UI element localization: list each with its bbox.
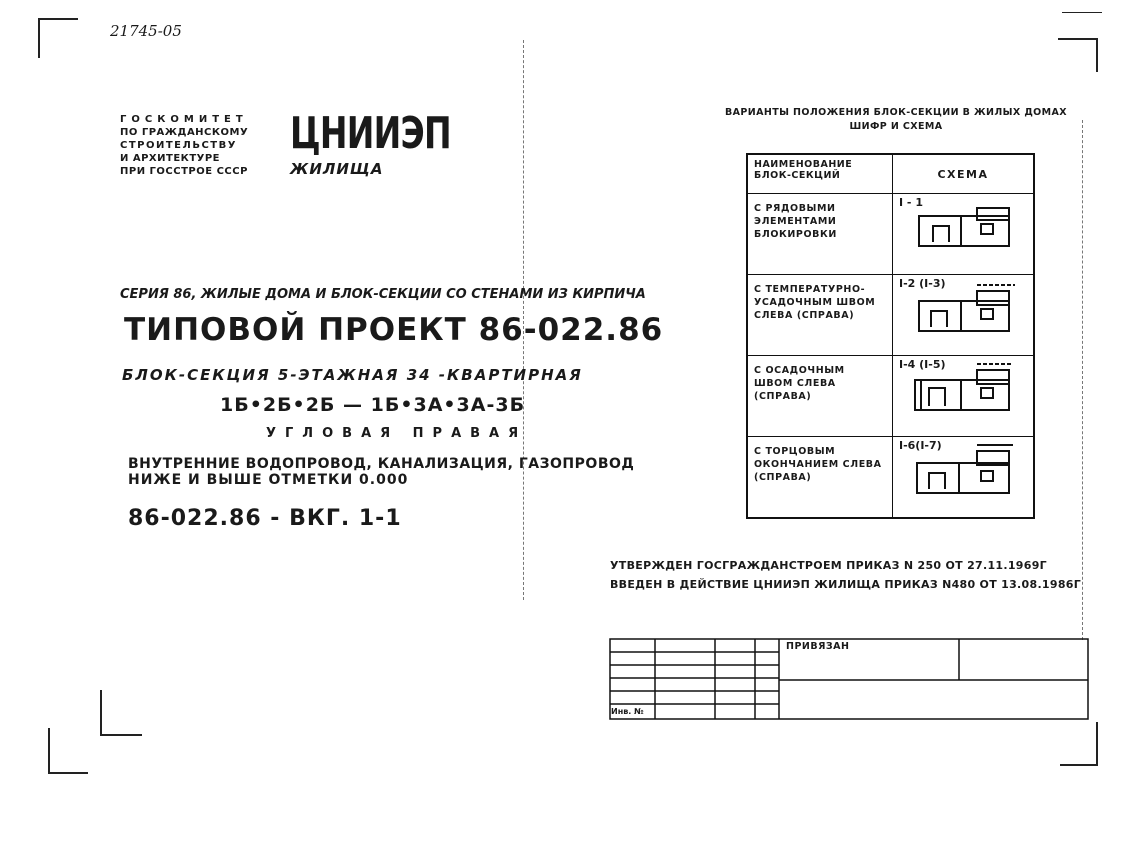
- series-line: СЕРИЯ 86, ЖИЛЫЕ ДОМА И БЛОК-СЕКЦИИ СО СТЕНАМИ ИЗ КИРПИЧА: [120, 287, 646, 302]
- org-line: СТРОИТЕЛЬСТВУ: [120, 140, 237, 151]
- scheme-diagram: [893, 356, 1033, 422]
- header-schema: СХЕМА: [893, 154, 1035, 194]
- table-row: [747, 275, 1034, 356]
- table-row: [747, 437, 1034, 519]
- section-codes: 1Б•2Б•2Б — 1Б•3А•3А-3Б: [220, 394, 526, 416]
- systems-line-2: НИЖЕ И ВЫШЕ ОТМЕТКИ 0.000: [128, 472, 409, 488]
- row-scheme: [893, 356, 1035, 437]
- scheme-code: I - 1: [899, 196, 923, 209]
- logo-main: ЦНИИЭП: [290, 108, 451, 159]
- stamp-tied-label: ПРИВЯЗАН: [786, 641, 850, 652]
- row-name: С ОСАДОЧНЫМ ШВОМ СЛЕВА (СПРАВА): [747, 356, 893, 437]
- corner-type: УГЛОВАЯ ПРАВАЯ: [266, 426, 528, 441]
- project-title: ТИПОВОЙ ПРОЕКТ 86-022.86: [124, 312, 664, 348]
- handwritten-number: 21745-05: [110, 22, 182, 40]
- row-name: С ТОРЦОВЫМ ОКОНЧАНИЕМ СЛЕВА (СПРАВА): [747, 437, 893, 519]
- scheme-code: I-6(I-7): [899, 439, 942, 452]
- scheme-diagram: [893, 275, 1033, 345]
- document-code: 86-022.86 - ВКГ. 1-1: [128, 506, 402, 531]
- scheme-code: I-4 (I-5): [899, 358, 946, 371]
- institute-logo: [290, 108, 504, 178]
- org-line: ГОСКОМИТЕТ: [120, 114, 248, 125]
- crop-mark-bottom-left: [48, 728, 88, 774]
- approval-line-2: ВВЕДЕН В ДЕЙСТВИЕ ЦНИИЭП ЖИЛИЩА ПРИКАЗ N480 ОТ 13.08.1986Г: [610, 578, 1082, 591]
- scheme-code: I-2 (I-3): [899, 277, 946, 290]
- block-section-line: БЛОК-СЕКЦИЯ 5-ЭТАЖНАЯ 34 -КВАРТИРНАЯ: [122, 366, 583, 384]
- table-header-row: [747, 154, 1034, 194]
- org-line: ПО ГРАЖДАНСКОМУ: [120, 127, 249, 138]
- row-scheme: [893, 275, 1035, 356]
- fold-line-right: [1082, 120, 1083, 640]
- row-name: С РЯДОВЫМИ ЭЛЕМЕНТАМИ БЛОКИРОВКИ: [747, 194, 893, 275]
- logo-sub: ЖИЛИЩА: [290, 160, 384, 178]
- organization-block: [120, 113, 248, 178]
- table-row: [747, 194, 1034, 275]
- header-name: НАИМЕНОВАНИЕ БЛОК-СЕКЦИЙ: [747, 154, 893, 194]
- variants-table: [746, 153, 1035, 519]
- scheme-diagram: [893, 194, 1033, 260]
- variants-title-line-2: ШИФР И СХЕМА: [849, 121, 943, 132]
- approval-line-1: УТВЕРЖДЕН ГОСГРАЖДАНСТРОЕМ ПРИКАЗ N 250 ОТ 27.11.1969Г: [610, 559, 1047, 572]
- crop-mark-bottom-right: [1060, 722, 1098, 766]
- crop-mark-inner-left: [100, 690, 142, 736]
- org-line: И АРХИТЕКТУРЕ: [120, 153, 221, 164]
- scheme-diagram: [893, 437, 1033, 507]
- org-line: ПРИ ГОССТРОЕ СССР: [120, 166, 248, 177]
- row-scheme: [893, 437, 1035, 519]
- stamp-inventory-label: Инв. №: [611, 707, 644, 716]
- table-row: [747, 356, 1034, 437]
- variants-title-line-1: ВАРИАНТЫ ПОЛОЖЕНИЯ БЛОК-СЕКЦИИ В ЖИЛЫХ ДОМАХ: [724, 107, 1067, 118]
- row-scheme: [893, 194, 1035, 275]
- systems-line-1: ВНУТРЕННИЕ ВОДОПРОВОД, КАНАЛИЗАЦИЯ, ГАЗОПРОВОД: [128, 456, 635, 472]
- crop-mark-top-right: [1058, 38, 1098, 72]
- top-right-rule: [1062, 12, 1102, 13]
- row-name: С ТЕМПЕРАТУРНО-УСАДОЧНЫМ ШВОМ СЛЕВА (СПРАВА): [747, 275, 893, 356]
- crop-mark-top-left: [38, 18, 78, 58]
- variants-title: [718, 106, 1074, 134]
